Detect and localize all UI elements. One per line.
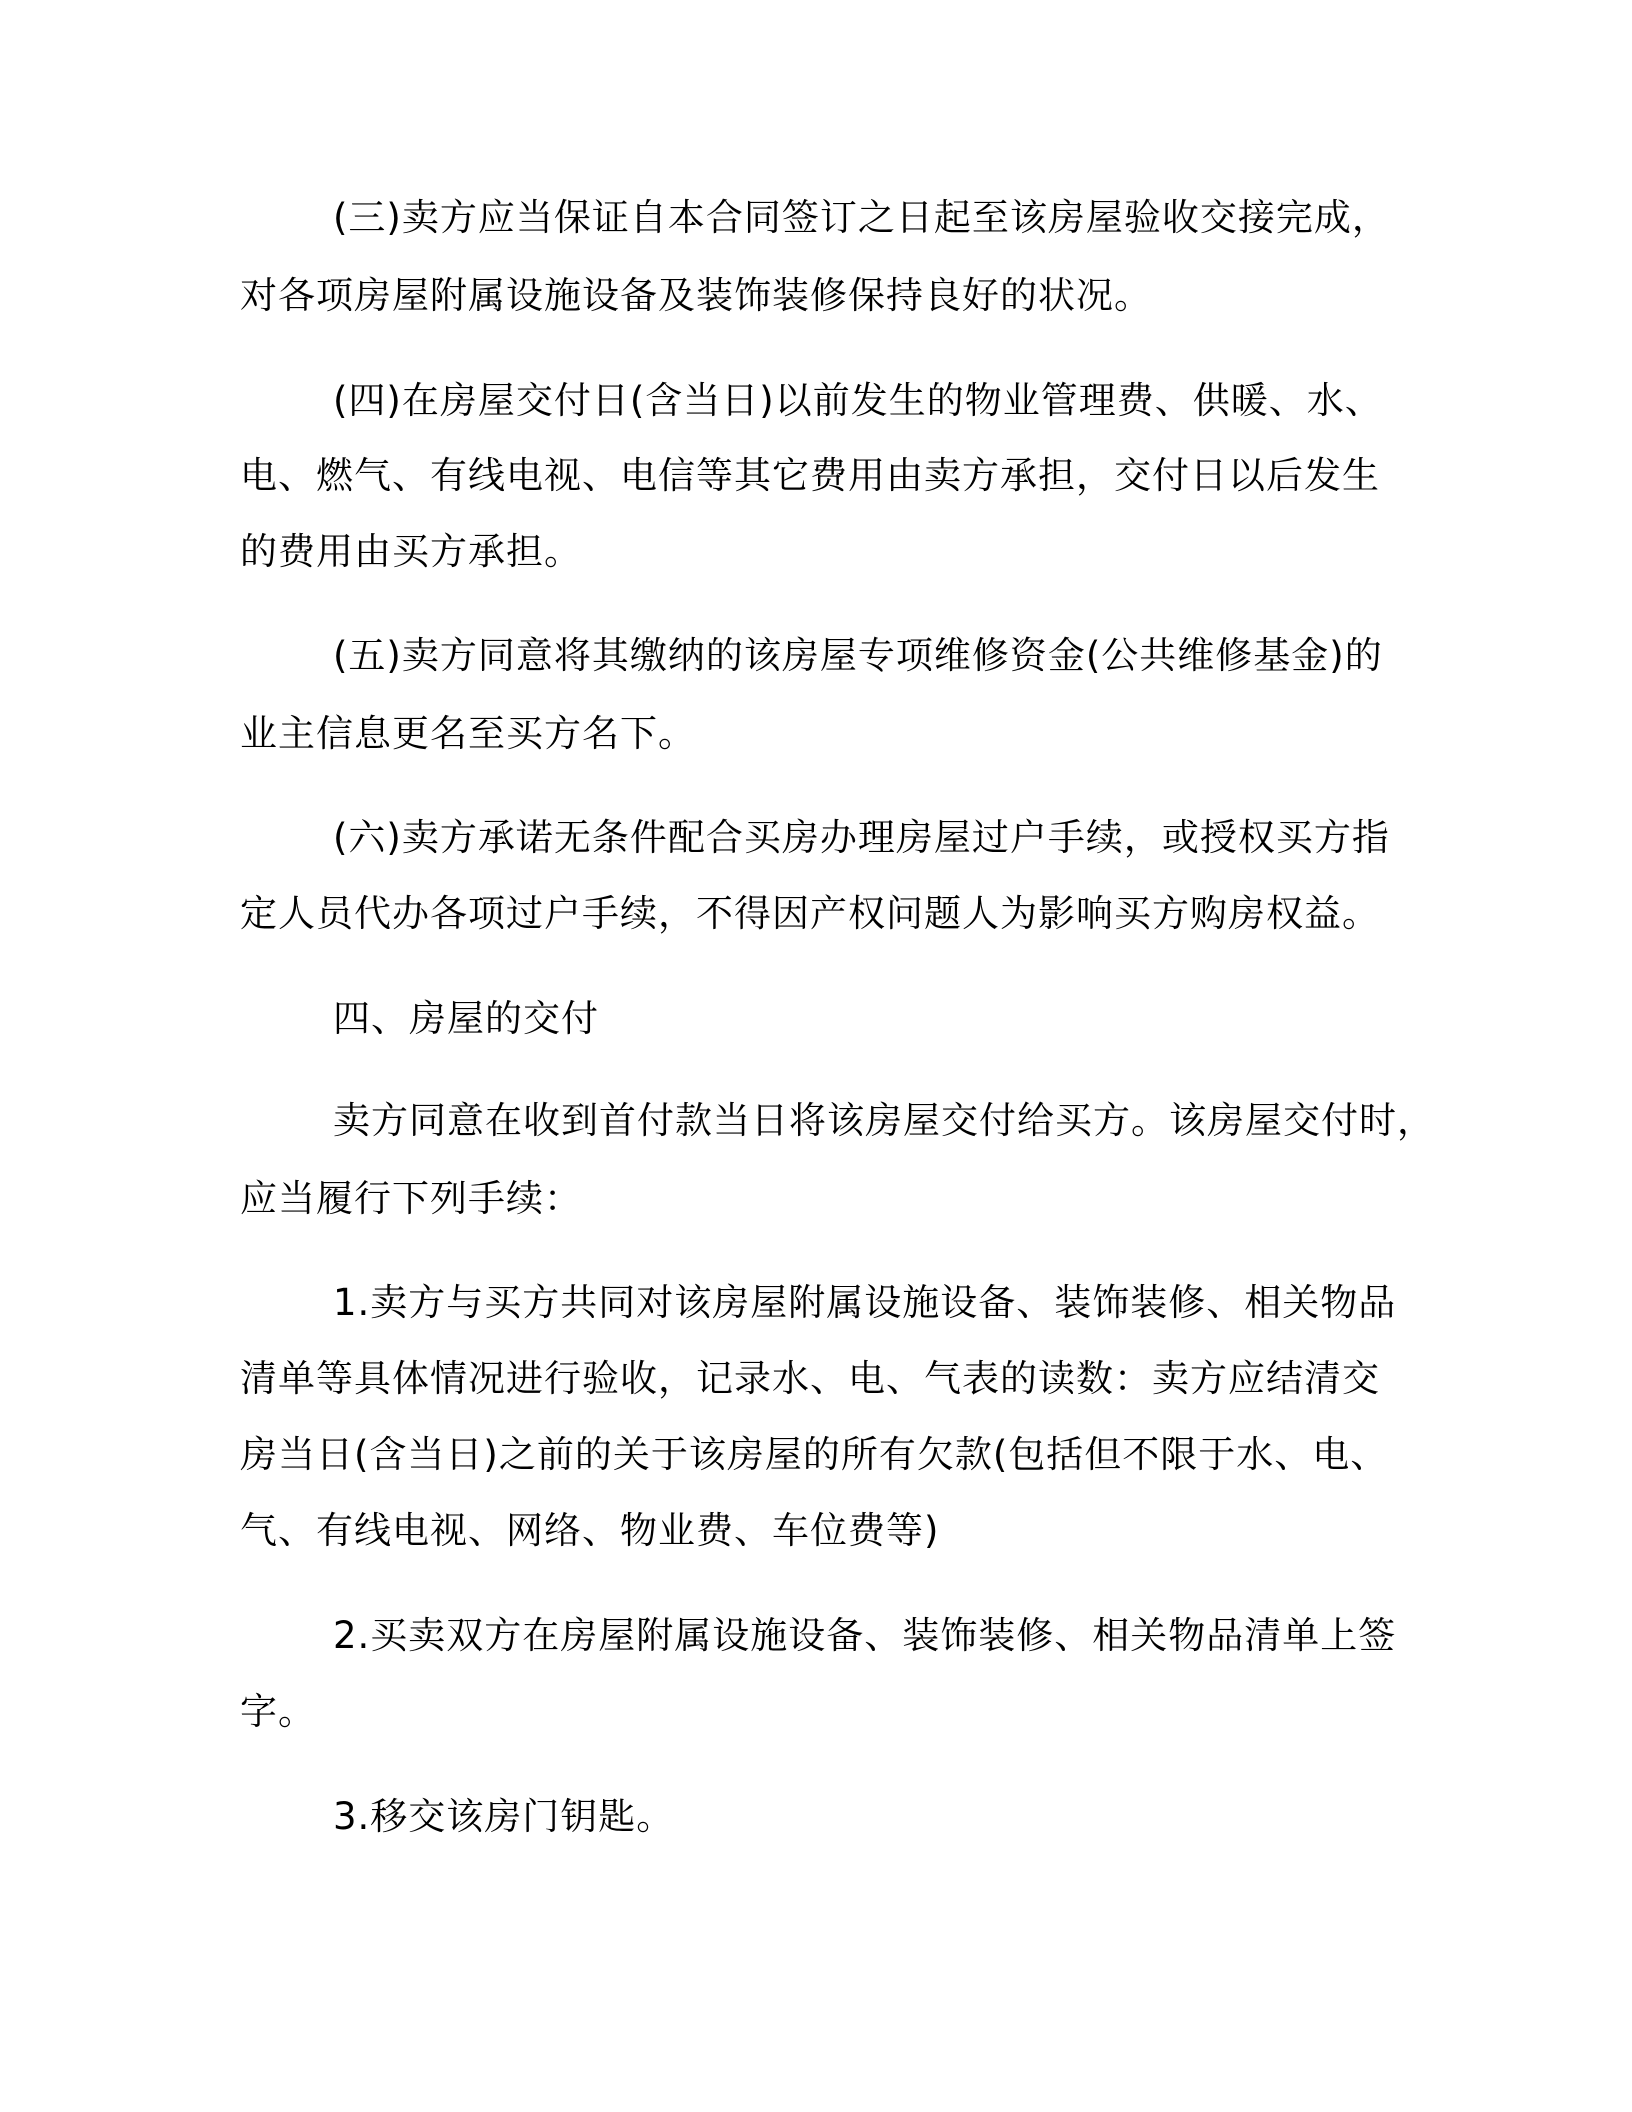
delivery-intro-line-2: 应当履行下列手续：: [240, 1177, 582, 1220]
section-4-heading: 四、房屋的交付: [333, 997, 599, 1040]
clause-5-line-1: (五)卖方同意将其缴纳的该房屋专项维修资金(公共维修基金)的: [333, 634, 1383, 677]
step-2-line-2: 字。: [240, 1690, 316, 1733]
clause-4-line-3: 的费用由买方承担。: [240, 530, 582, 573]
clause-3-line-2: 对各项房屋附属设施设备及装饰装修保持良好的状况。: [240, 274, 1152, 317]
clause-4-line-2: 电、燃气、有线电视、电信等其它费用由卖方承担，交付日以后发生: [240, 454, 1380, 497]
step-1-line-4: 气、有线电视、网络、物业费、车位费等): [240, 1509, 940, 1552]
clause-3-line-1: (三)卖方应当保证自本合同签订之日起至该房屋验收交接完成，: [333, 196, 1390, 239]
step-3-line-1: 3.移交该房门钥匙。: [333, 1795, 675, 1838]
clause-6-line-1: (六)卖方承诺无条件配合买房办理房屋过户手续，或授权买方指: [333, 816, 1390, 859]
delivery-intro-line-1: 卖方同意在收到首付款当日将该房屋交付给买方。该房屋交付时，: [333, 1099, 1435, 1142]
step-2-line-1: 2.买卖双方在房屋附属设施设备、装饰装修、相关物品清单上签: [333, 1614, 1397, 1657]
clause-4-line-1: (四)在房屋交付日(含当日)以前发生的物业管理费、供暖、水、: [333, 379, 1383, 422]
step-1-line-2: 清单等具体情况进行验收，记录水、电、气表的读数：卖方应结清交: [240, 1357, 1380, 1400]
step-1-line-1: 1.卖方与买方共同对该房屋附属设施设备、装饰装修、相关物品: [333, 1281, 1397, 1324]
clause-5-line-2: 业主信息更名至买方名下。: [240, 712, 696, 755]
clause-6-line-2: 定人员代办各项过户手续，不得因产权问题人为影响买方购房权益。: [240, 892, 1380, 935]
step-1-line-3: 房当日(含当日)之前的关于该房屋的所有欠款(包括但不限于水、电、: [240, 1433, 1389, 1476]
